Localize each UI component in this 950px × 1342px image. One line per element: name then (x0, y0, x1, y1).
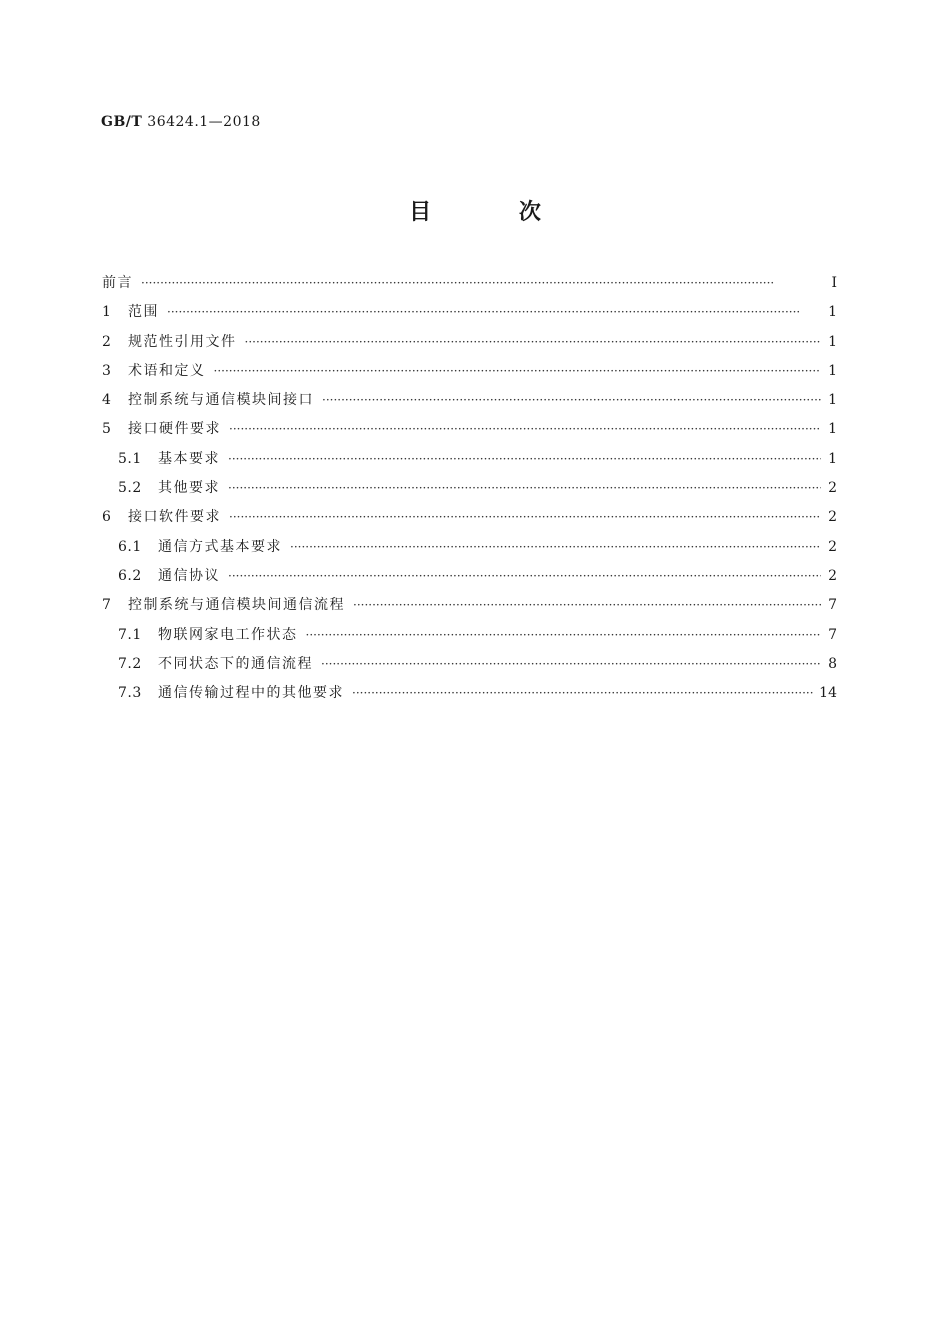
toc-entry-number: 5.2 (118, 480, 142, 497)
toc-entry-label: 前言 (102, 275, 133, 291)
toc-entry-number: 7.2 (118, 655, 142, 672)
toc-entry-page: 7 (828, 597, 837, 614)
toc-entry-page: 1 (828, 421, 837, 438)
toc-entry[interactable] (102, 682, 837, 711)
toc-dot-leader (353, 598, 821, 612)
toc-entry-number: 7.1 (118, 626, 142, 643)
toc-entry-number: 6.1 (118, 538, 142, 555)
table-of-contents (102, 272, 837, 711)
toc-entry[interactable] (102, 506, 837, 535)
toc-entry-number: 3 (102, 362, 112, 379)
toc-entry[interactable] (102, 594, 837, 623)
toc-entry-label: 基本要求 (158, 450, 220, 467)
toc-entry-number: 7.3 (118, 685, 142, 702)
toc-entry-number: 5.1 (118, 450, 142, 467)
toc-entry[interactable] (102, 653, 837, 682)
toc-dot-leader (141, 276, 821, 290)
toc-entry-label: 术语和定义 (128, 362, 206, 379)
toc-entry-page: 1 (828, 362, 837, 379)
toc-entry-label: 控制系统与通信模块间通信流程 (128, 597, 345, 614)
toc-entry-page: 1 (828, 392, 837, 409)
toc-entry[interactable] (102, 624, 837, 653)
toc-entry-number: 6 (102, 509, 112, 526)
toc-entry-label: 范围 (128, 304, 159, 321)
toc-entry-page: 2 (828, 538, 837, 555)
toc-entry[interactable] (102, 301, 837, 330)
toc-entry[interactable] (102, 477, 837, 506)
toc-entry-page: 2 (828, 480, 837, 497)
toc-dot-leader (214, 364, 822, 378)
standard-code: 36424.1—2018 (147, 114, 261, 130)
toc-entry-label: 控制系统与通信模块间接口 (128, 392, 314, 409)
toc-entry-number: 7 (102, 597, 112, 614)
toc-entry[interactable] (102, 360, 837, 389)
toc-entry-page: 2 (828, 509, 837, 526)
page-title: 目 次 (409, 200, 581, 225)
toc-dot-leader (228, 569, 821, 583)
toc-entry-label: 其他要求 (158, 480, 220, 497)
toc-entry-number: 1 (102, 304, 112, 321)
toc-dot-leader (322, 393, 821, 407)
toc-entry-page: 1 (828, 333, 837, 350)
toc-dot-leader (306, 628, 822, 642)
toc-entry[interactable] (102, 272, 837, 301)
standard-prefix: GB/T (101, 114, 143, 130)
toc-entry-label: 接口硬件要求 (128, 421, 221, 438)
toc-entry-number: 5 (102, 421, 112, 438)
toc-entry-page: 1 (828, 304, 837, 321)
toc-entry-page: 8 (828, 655, 837, 672)
toc-entry-number: 2 (102, 333, 112, 350)
toc-entry[interactable] (102, 389, 837, 418)
toc-entry-number: 4 (102, 392, 112, 409)
toc-entry-label: 规范性引用文件 (128, 333, 237, 350)
toc-dot-leader (228, 481, 821, 495)
toc-entry-label: 通信方式基本要求 (158, 538, 282, 555)
toc-dot-leader (321, 657, 821, 671)
toc-entry[interactable] (102, 536, 837, 565)
toc-dot-leader (245, 335, 822, 349)
toc-entry[interactable] (102, 565, 837, 594)
standard-number (101, 114, 261, 130)
toc-dot-leader (229, 510, 821, 524)
toc-entry-number: 6.2 (118, 567, 142, 584)
toc-entry-label: 通信传输过程中的其他要求 (158, 685, 344, 702)
toc-entry-page: 7 (828, 626, 837, 643)
toc-dot-leader (229, 422, 821, 436)
toc-entry-page: 14 (819, 685, 837, 702)
toc-entry-page: 1 (828, 450, 837, 467)
toc-entry-label: 物联网家电工作状态 (158, 626, 298, 643)
toc-entry[interactable] (102, 331, 837, 360)
toc-entry[interactable] (102, 418, 837, 447)
toc-dot-leader (167, 305, 821, 319)
toc-dot-leader (352, 686, 813, 700)
toc-entry-label: 接口软件要求 (128, 509, 221, 526)
toc-entry-page: Ⅰ (831, 275, 837, 291)
toc-entry-label: 不同状态下的通信流程 (158, 655, 313, 672)
toc-dot-leader (228, 452, 821, 466)
toc-entry-label: 通信协议 (158, 567, 220, 584)
toc-entry[interactable] (102, 448, 837, 477)
toc-dot-leader (290, 540, 821, 554)
toc-entry-page: 2 (828, 567, 837, 584)
